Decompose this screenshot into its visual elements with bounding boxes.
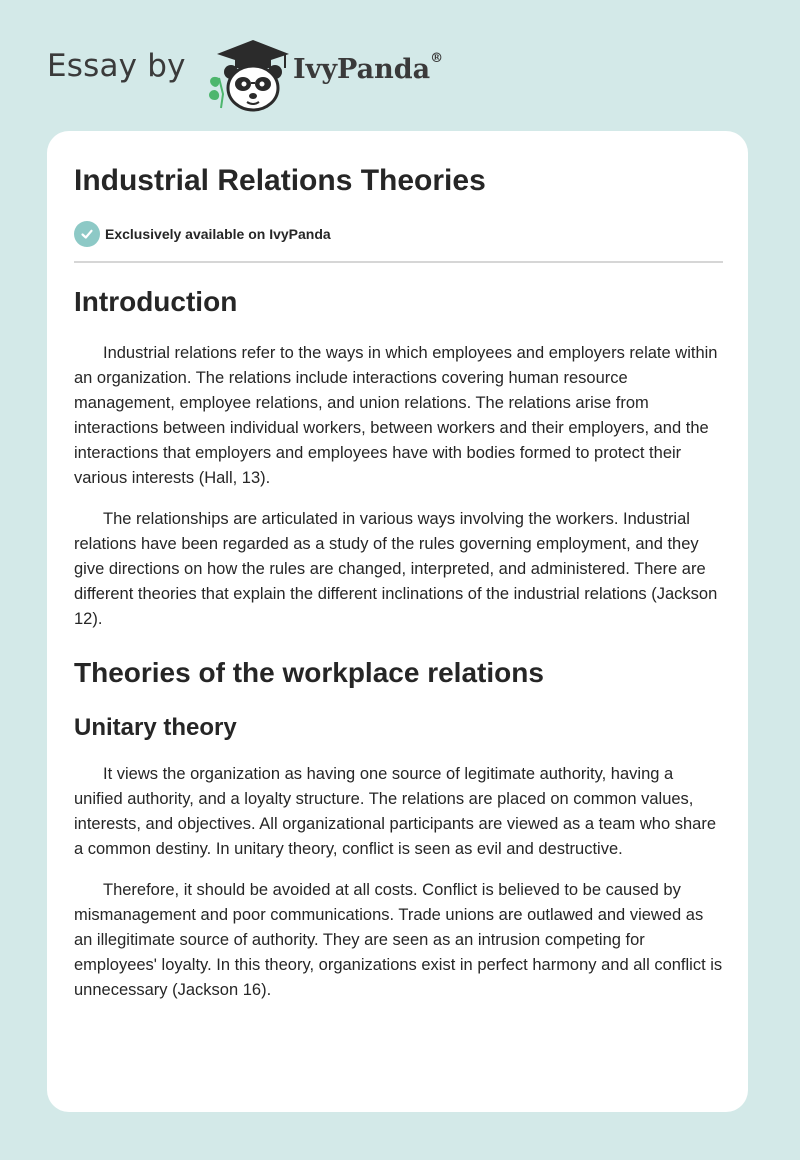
paragraph-unitary-2: Therefore, it should be avoided at all costs. Conflict is believed to be caused by mismanagement and poor communications. Trade unions are outlawed and viewed as an illegitimate source of authority. They are seen as an intrusion competing for employees' loyalty. In this theory, organizations exist in perfect harmony and all conflict is unnecessary (Jackson 16). — [74, 881, 723, 999]
article-body — [74, 281, 723, 1003]
paragraph-intro-1: Industrial relations refer to the ways in which employees and employers relate within an organization. The relations include interactions covering human resource management, employee relations, and union relations. The relations arise from interactions between individual workers, between workers and their employers, and the interactions that employers and employees have with bodies formed to protect their various interests (Hall, 13). — [74, 344, 718, 487]
paragraph-unitary-1: It views the organization as having one source of legitimate authority, having a unified authority, and a loyalty structure. The relations are placed on common values, interests, and objectives. All organizational participants are viewed as a team who share a common destiny. In unitary theory, conflict is seen as evil and destructive. — [74, 765, 717, 858]
section-heading-introduction: Introduction — [74, 286, 238, 317]
essay-by-label: Essay by — [47, 48, 186, 84]
badge-label: Exclusively available on IvyPanda — [105, 226, 331, 242]
exclusive-badge — [74, 221, 331, 247]
site-header — [47, 30, 477, 110]
registered-mark: ® — [430, 51, 444, 66]
section-heading-theories: Theories of the workplace relations — [74, 657, 544, 688]
essay-card — [47, 131, 748, 1112]
divider — [74, 261, 723, 263]
brand-name[interactable]: IvyPanda® — [293, 51, 444, 85]
check-circle-icon — [74, 221, 100, 247]
essay-title: Industrial Relations Theories — [74, 164, 486, 197]
subsection-heading-unitary: Unitary theory — [74, 714, 237, 741]
panda-logo-icon[interactable] — [201, 34, 293, 114]
paragraph-intro-2: The relationships are articulated in various ways involving the workers. Industrial relations have been regarded as a study of the rules governing employment, and they give directions on how the rules are changed, interpreted, and administered. There are different theories that explain the different inclinations of the industrial relations (Jackson 12). — [74, 510, 718, 628]
